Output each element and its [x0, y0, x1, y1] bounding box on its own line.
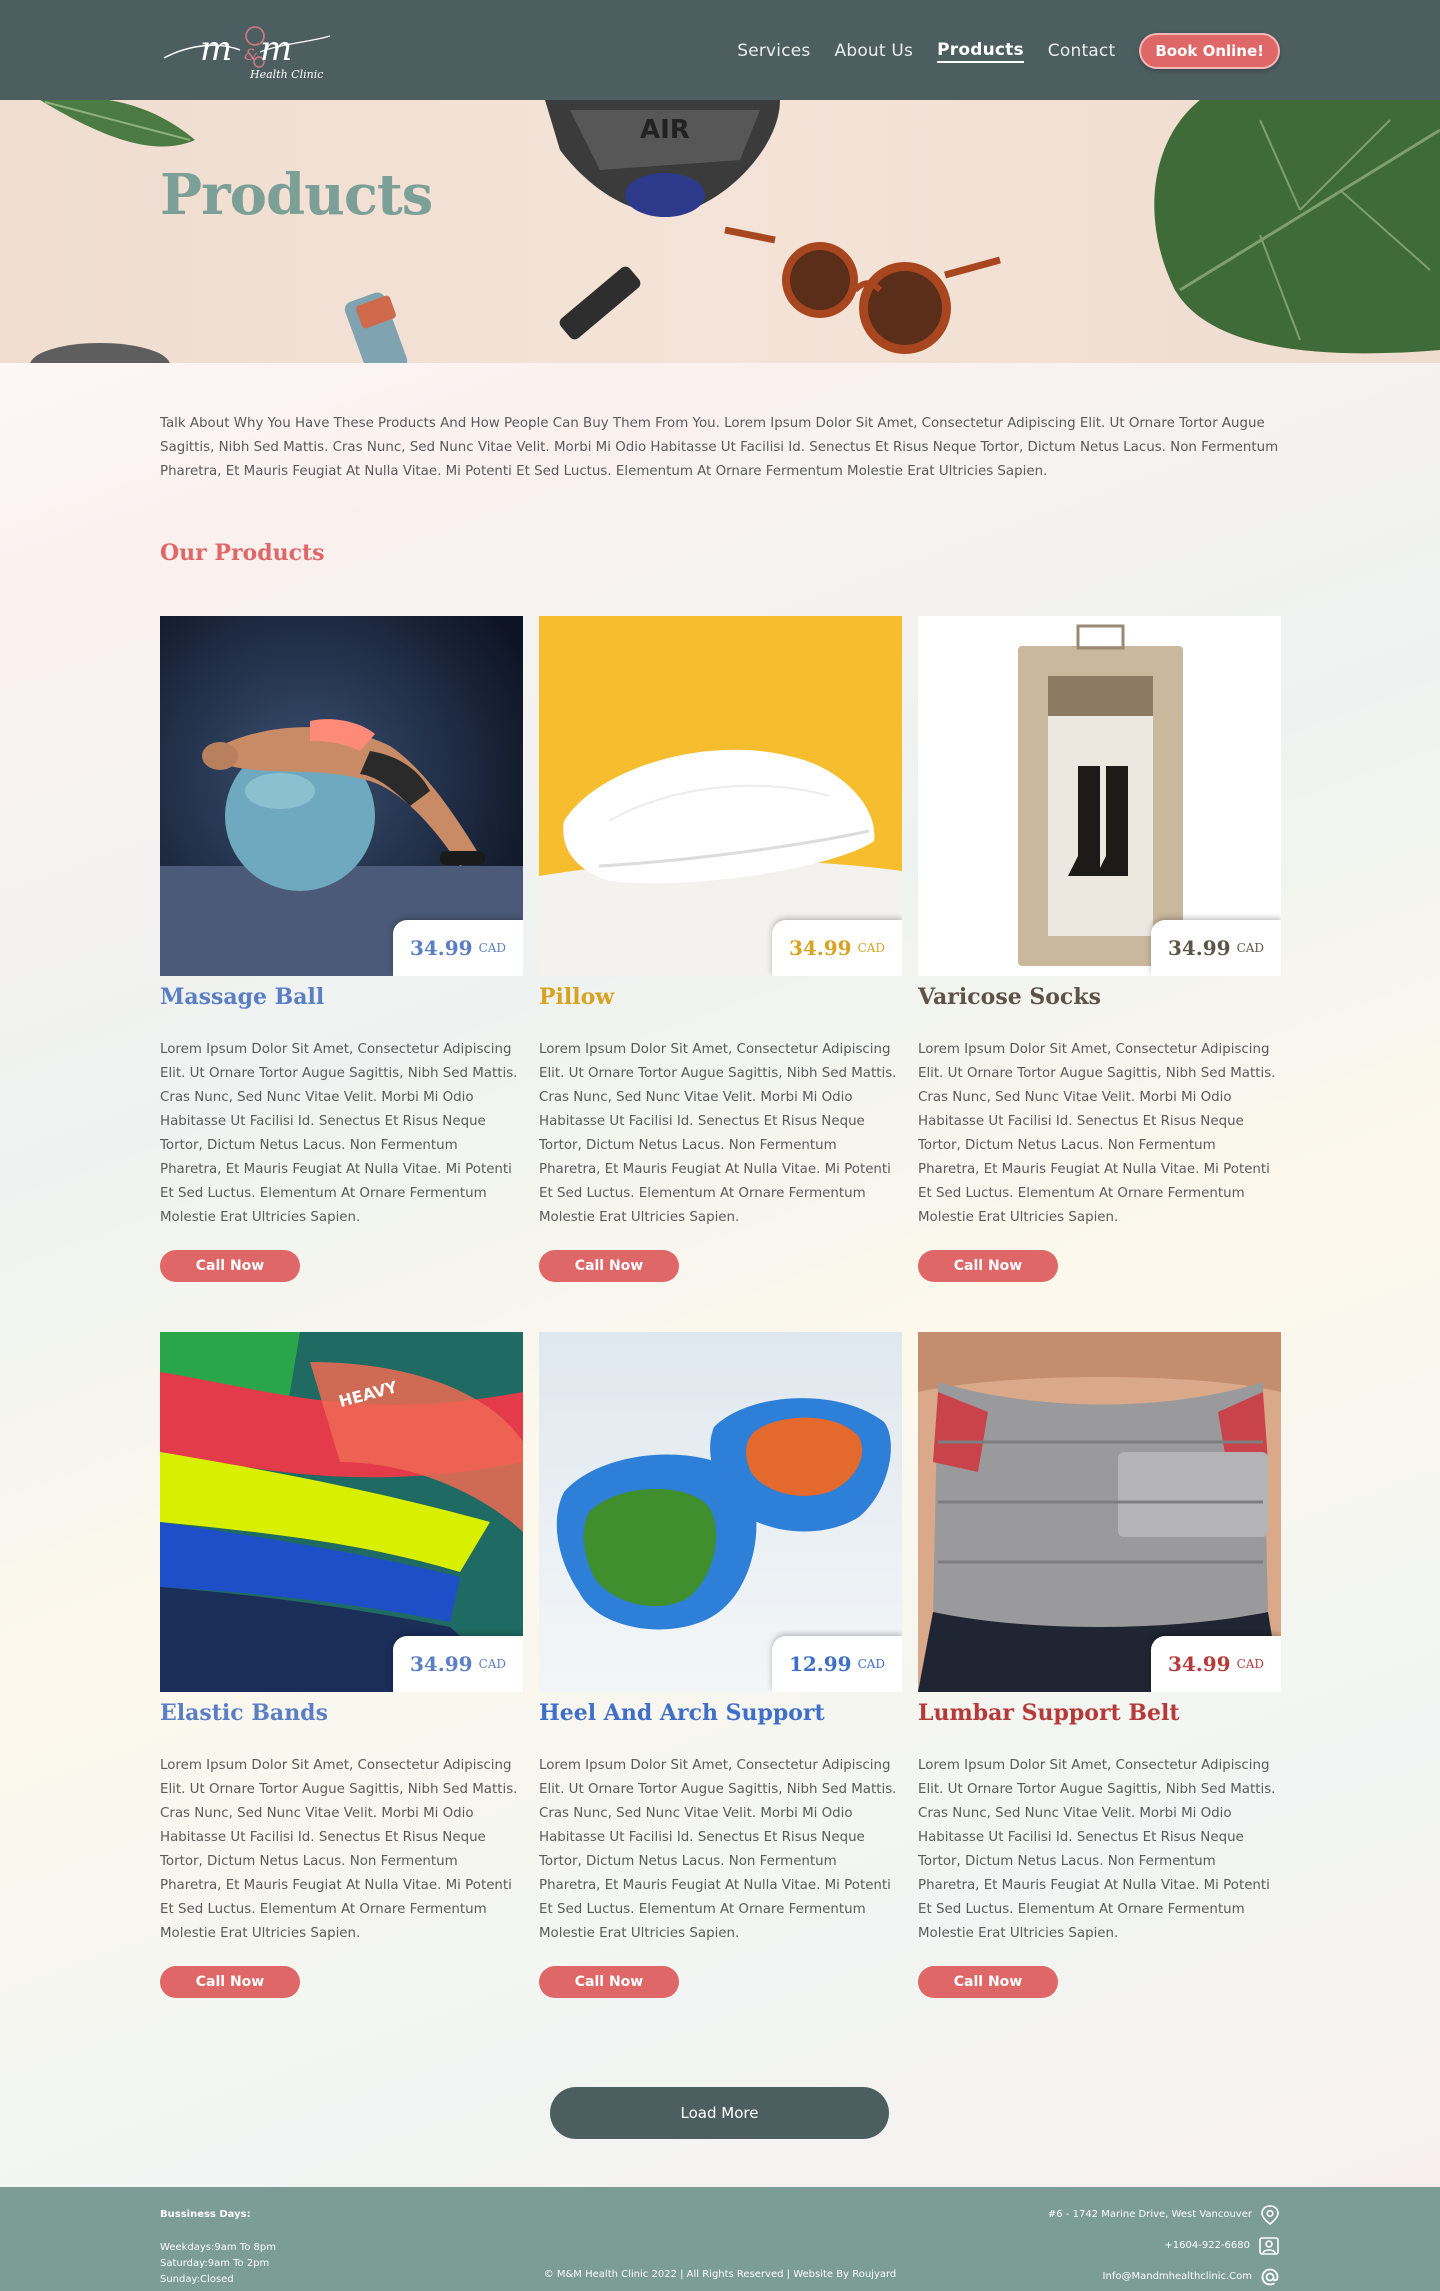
- product-card-lumbar-support-belt: [918, 1332, 1281, 1998]
- product-image-heel-and-arch-support[interactable]: [539, 1332, 902, 1692]
- price-value: 34.99: [409, 1652, 473, 1676]
- intro-paragraph: Talk About Why You Have These Products And How People Can Buy Them From You. Lorem Ipsum Dolor Sit Amet, Consectetur Adipiscing Elit. Ut Ornare Tortor Augue Sagittis, Nibh Sed Mattis. Cras Nunc, Sed Nunc Vitae Velit. Morbi Mi Odio Habitasse Ut Facilisi Id. Senectus Et Risus Neque Tortor, Dictum Netus Lacus. Non Fermentum Pharetra, Et Mauris Feugiat At Nulla Vitae. Mi Potenti Et Sed Luctus. Elementum At Ornare Fermentum Molestie Erat Ultricies Sapien.: [160, 416, 1279, 479]
- page-title: Products: [160, 162, 433, 228]
- svg-text:Health Clinic: Health Clinic: [250, 68, 324, 81]
- product-card-varicose-socks: [918, 616, 1281, 1282]
- price-value: 12.99: [788, 1652, 852, 1676]
- price-currency: CAD: [1236, 1657, 1265, 1671]
- hero-banner: [0, 100, 1440, 363]
- price-value: 34.99: [1167, 936, 1231, 960]
- copyright: © M&M Health Clinic 2022 | All Rights Reserved | Website By Roujyard: [543, 2269, 897, 2280]
- main-nav: [737, 33, 1280, 69]
- svg-text:AIR: AIR: [640, 115, 690, 145]
- price-currency: CAD: [857, 941, 886, 955]
- price-tag: [772, 1636, 902, 1692]
- svg-text:m: m: [260, 29, 293, 69]
- nav-about-us[interactable]: About Us: [834, 41, 914, 61]
- price-value: 34.99: [788, 936, 852, 960]
- product-description: Lorem Ipsum Dolor Sit Amet, Consectetur Adipiscing Elit. Ut Ornare Tortor Augue Sagittis, Nibh Sed Mattis. Cras Nunc, Sed Nunc Vitae Velit. Morbi Mi Odio Habitasse Ut Facilisi Id. Senectus Et Risus Neque Tortor, Dictum Netus Lacus. Non Fermentum Pharetra, Et Mauris Feugiat At Nulla Vitae. Mi Potenti Et Sed Luctus. Elementum At Ornare Fermentum Molestie Erat Ultricies Sapien.: [918, 1758, 1276, 1941]
- price-tag: [393, 1636, 523, 1692]
- product-description: Lorem Ipsum Dolor Sit Amet, Consectetur Adipiscing Elit. Ut Ornare Tortor Augue Sagittis, Nibh Sed Mattis. Cras Nunc, Sed Nunc Vitae Velit. Morbi Mi Odio Habitasse Ut Facilisi Id. Senectus Et Risus Neque Tortor, Dictum Netus Lacus. Non Fermentum Pharetra, Et Mauris Feugiat At Nulla Vitae. Mi Potenti Et Sed Luctus. Elementum At Ornare Fermentum Molestie Erat Ultricies Sapien.: [160, 1758, 518, 1941]
- hours-saturday: Saturday:9am To 2pm: [160, 2258, 270, 2269]
- phone-text: +1604-922-6680: [1164, 2240, 1250, 2251]
- svg-text:HEAVY: HEAVY: [336, 1377, 400, 1412]
- nav-services[interactable]: Services: [737, 41, 811, 61]
- clinic-logo[interactable]: [160, 14, 335, 84]
- product-name[interactable]: Varicose Socks: [918, 984, 1101, 1010]
- svg-text:&: &: [244, 45, 259, 64]
- phone-row[interactable]: [980, 2230, 1280, 2261]
- product-card-pillow: [539, 616, 902, 1282]
- price-tag: [1151, 920, 1281, 976]
- price-currency: CAD: [478, 941, 507, 955]
- at-sign-icon: [1260, 2267, 1280, 2287]
- price-currency: CAD: [1236, 941, 1265, 955]
- hours-sunday: Sunday:Closed: [160, 2274, 234, 2285]
- nav-products[interactable]: Products: [937, 40, 1024, 63]
- price-value: 34.99: [409, 936, 473, 960]
- hero-background-image: [0, 100, 1440, 363]
- book-online-button[interactable]: Book Online!: [1139, 33, 1280, 69]
- load-more-button[interactable]: Load More: [550, 2087, 889, 2139]
- call-now-button[interactable]: Call Now: [918, 1250, 1058, 1282]
- hours-weekdays: Weekdays:9am To 8pm: [160, 2242, 276, 2253]
- product-name[interactable]: Massage Ball: [160, 984, 325, 1010]
- product-image-lumbar-support-belt[interactable]: [918, 1332, 1281, 1692]
- site-footer: [0, 2187, 1440, 2291]
- our-products-heading: Our Products: [160, 540, 325, 566]
- product-description: Lorem Ipsum Dolor Sit Amet, Consectetur Adipiscing Elit. Ut Ornare Tortor Augue Sagittis, Nibh Sed Mattis. Cras Nunc, Sed Nunc Vitae Velit. Morbi Mi Odio Habitasse Ut Facilisi Id. Senectus Et Risus Neque Tortor, Dictum Netus Lacus. Non Fermentum Pharetra, Et Mauris Feugiat At Nulla Vitae. Mi Potenti Et Sed Luctus. Elementum At Ornare Fermentum Molestie Erat Ultricies Sapien.: [918, 1042, 1276, 1225]
- product-description: Lorem Ipsum Dolor Sit Amet, Consectetur Adipiscing Elit. Ut Ornare Tortor Augue Sagittis, Nibh Sed Mattis. Cras Nunc, Sed Nunc Vitae Velit. Morbi Mi Odio Habitasse Ut Facilisi Id. Senectus Et Risus Neque Tortor, Dictum Netus Lacus. Non Fermentum Pharetra, Et Mauris Feugiat At Nulla Vitae. Mi Potenti Et Sed Luctus. Elementum At Ornare Fermentum Molestie Erat Ultricies Sapien.: [539, 1758, 897, 1941]
- price-tag: [1151, 1636, 1281, 1692]
- call-now-button[interactable]: Call Now: [160, 1250, 300, 1282]
- product-card-massage-ball: [160, 616, 523, 1282]
- address-text: #6 - 1742 Marine Drive, West Vancouver: [1047, 2209, 1252, 2220]
- email-row[interactable]: [980, 2261, 1280, 2291]
- product-image-pillow[interactable]: [539, 616, 902, 976]
- product-image-varicose-socks[interactable]: [918, 616, 1281, 976]
- call-now-button[interactable]: Call Now: [918, 1966, 1058, 1998]
- call-now-button[interactable]: Call Now: [539, 1250, 679, 1282]
- phone-icon: [1258, 2236, 1280, 2256]
- call-now-button[interactable]: Call Now: [539, 1966, 679, 1998]
- product-description: Lorem Ipsum Dolor Sit Amet, Consectetur Adipiscing Elit. Ut Ornare Tortor Augue Sagittis, Nibh Sed Mattis. Cras Nunc, Sed Nunc Vitae Velit. Morbi Mi Odio Habitasse Ut Facilisi Id. Senectus Et Risus Neque Tortor, Dictum Netus Lacus. Non Fermentum Pharetra, Et Mauris Feugiat At Nulla Vitae. Mi Potenti Et Sed Luctus. Elementum At Ornare Fermentum Molestie Erat Ultricies Sapien.: [539, 1042, 897, 1225]
- product-image-elastic-bands[interactable]: [160, 1332, 523, 1692]
- contact-info: [980, 2199, 1280, 2291]
- price-currency: CAD: [857, 1657, 886, 1671]
- product-name[interactable]: Heel And Arch Support: [539, 1700, 825, 1726]
- site-header: [0, 0, 1440, 100]
- product-card-heel-and-arch-support: [539, 1332, 902, 1998]
- email-text: Info@Mandmhealthclinic.Com: [1102, 2271, 1252, 2282]
- product-name[interactable]: Elastic Bands: [160, 1700, 328, 1726]
- product-description: Lorem Ipsum Dolor Sit Amet, Consectetur Adipiscing Elit. Ut Ornare Tortor Augue Sagittis, Nibh Sed Mattis. Cras Nunc, Sed Nunc Vitae Velit. Morbi Mi Odio Habitasse Ut Facilisi Id. Senectus Et Risus Neque Tortor, Dictum Netus Lacus. Non Fermentum Pharetra, Et Mauris Feugiat At Nulla Vitae. Mi Potenti Et Sed Luctus. Elementum At Ornare Fermentum Molestie Erat Ultricies Sapien.: [160, 1042, 518, 1225]
- price-currency: CAD: [478, 1657, 507, 1671]
- price-value: 34.99: [1167, 1652, 1231, 1676]
- location-pin-icon: [1260, 2204, 1280, 2226]
- nav-contact[interactable]: Contact: [1047, 41, 1116, 61]
- address-row[interactable]: [980, 2199, 1280, 2230]
- business-hours: [160, 2240, 276, 2288]
- svg-text:m: m: [200, 29, 233, 69]
- product-image-massage-ball[interactable]: [160, 616, 523, 976]
- business-days-title: Bussiness Days:: [160, 2209, 251, 2220]
- price-tag: [393, 920, 523, 976]
- product-name[interactable]: Pillow: [539, 984, 615, 1010]
- product-name[interactable]: Lumbar Support Belt: [918, 1700, 1180, 1726]
- price-tag: [772, 920, 902, 976]
- call-now-button[interactable]: Call Now: [160, 1966, 300, 1998]
- product-card-elastic-bands: [160, 1332, 523, 1998]
